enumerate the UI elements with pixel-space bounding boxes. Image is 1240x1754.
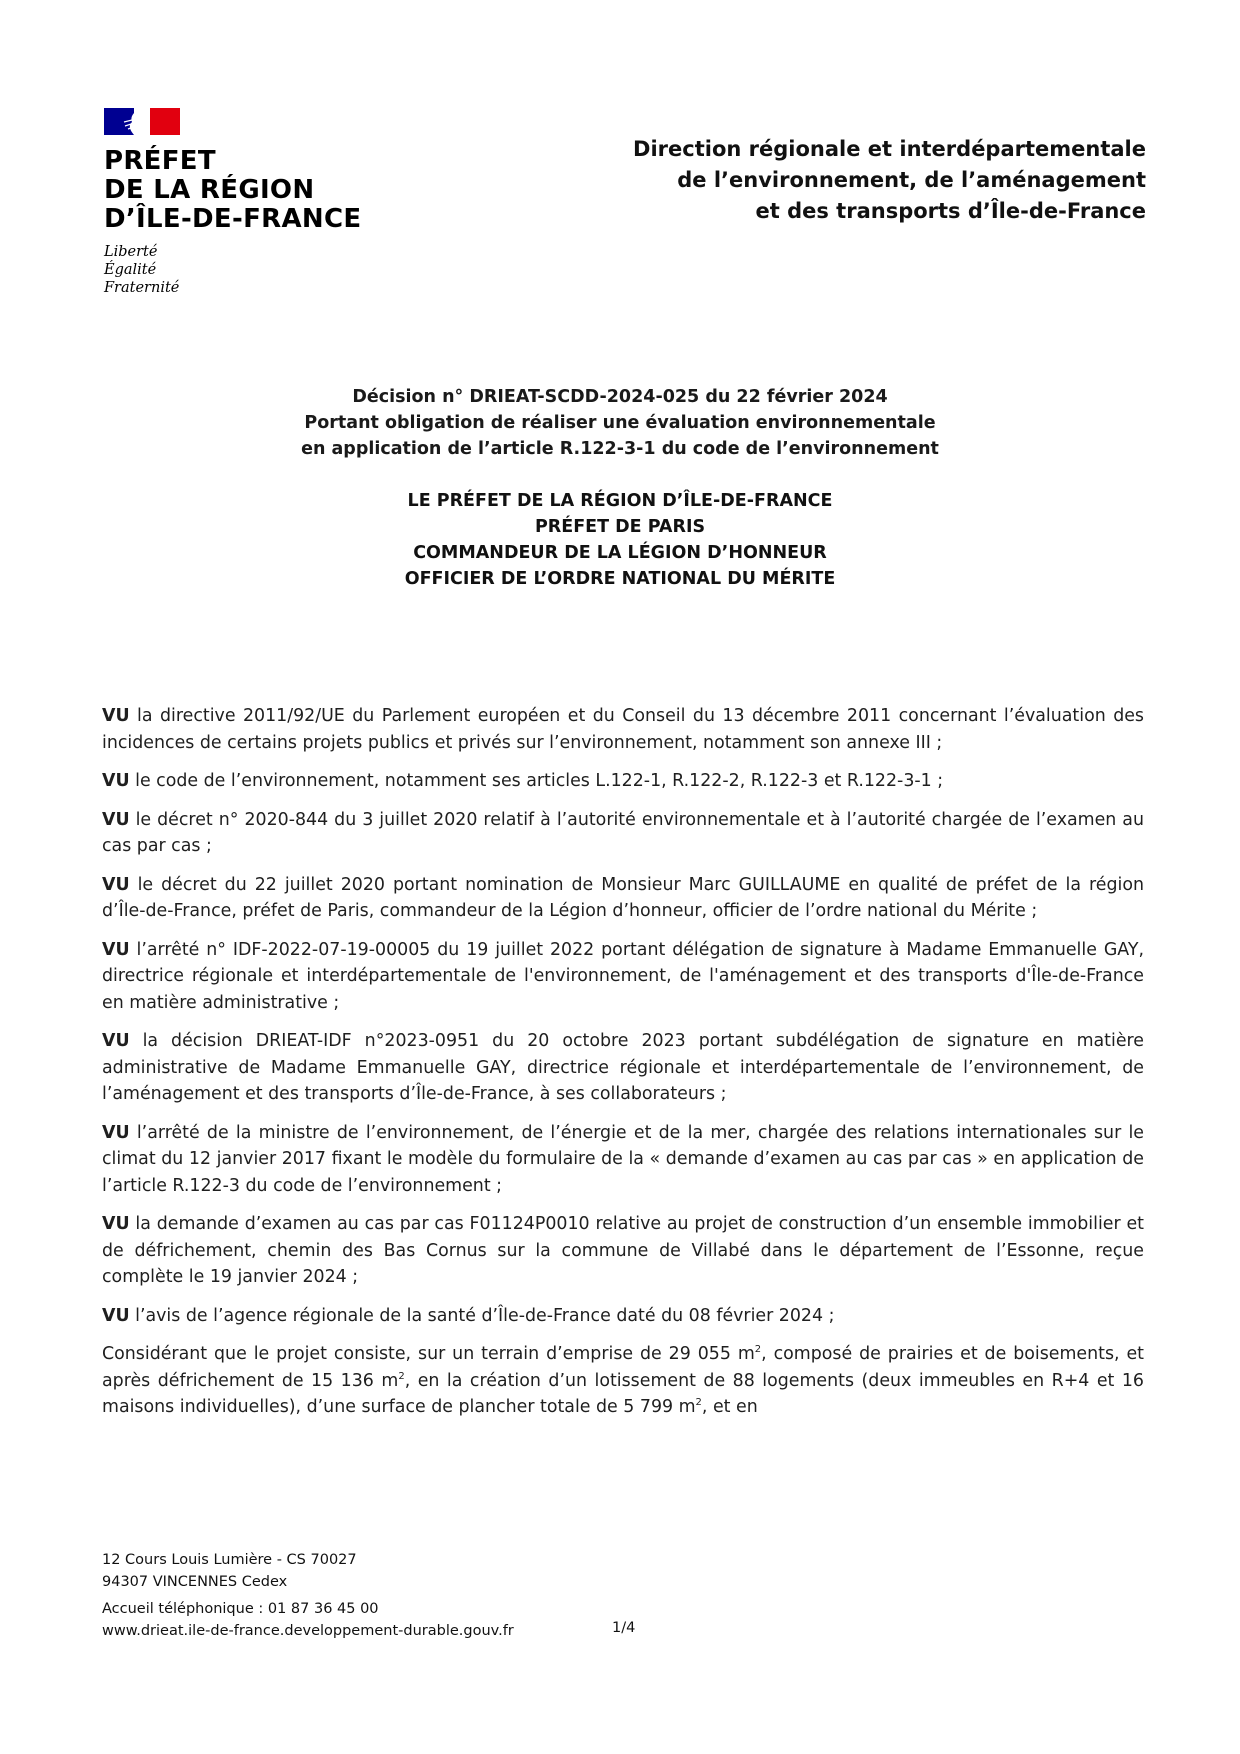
prefet-title-region: LE PRÉFET DE LA RÉGION D’ÎLE-DE-FRANCE [407, 491, 833, 511]
motto-liberte: Liberté [104, 244, 158, 260]
vu-label: VU [102, 1122, 130, 1143]
vu-paragraph [102, 1120, 1144, 1200]
footer-phone: Accueil téléphonique : 01 87 36 45 00 [102, 1601, 379, 1617]
vu-text: la décision DRIEAT-IDF n°2023-0951 du 20 octobre 2023 portant subdélégation de signature en matière administrative de Madame Emmanuelle GAY, directrice régionale et interdépartementale de l’environnement, de l’aménagement et des transports d’Île-de-France, à ses collaborateurs ; [102, 1031, 1144, 1104]
directorate-line: Direction régionale et interdépartementale [633, 137, 1146, 161]
vu-text: l’avis de l’agence régionale de la santé d’Île-de-France daté du 08 février 2024 ; [129, 1305, 835, 1326]
prefet-title-paris: PRÉFET DE PARIS [534, 517, 706, 537]
prefet-title [104, 147, 361, 234]
prefet-title-legion: COMMANDEUR DE LA LÉGION D’HONNEUR [413, 543, 827, 563]
vu-text: l’arrêté de la ministre de l’environnement, de l’énergie et de la mer, chargée des relations internationales sur le climat du 12 janvier 2017 fixant le modèle du formulaire de la « demande d’examen au cas par cas » en application de l’article R.122-3 du code de l’environnement ; [102, 1122, 1144, 1196]
marianne-flag-icon [104, 108, 180, 135]
vu-text: la directive 2011/92/UE du Parlement européen et du Conseil du 13 décembre 2011 concernant l’évaluation des incidences de certains projets publics et privés sur l’environnement, notamment son annexe III ; [102, 706, 1144, 753]
superscript: 2 [398, 1370, 405, 1382]
vu-paragraph [102, 1028, 1144, 1108]
vu-paragraph [102, 1303, 1144, 1330]
vu-text: le décret n° 2020-844 du 3 juillet 2020 relatif à l’autorité environnementale et à l’autorité chargée de l’examen au cas par cas ; [102, 809, 1144, 856]
prefet-logo [104, 108, 361, 297]
considerant-text: , en la création d’un lotissement de 88 logements (deux immeubles en R+4 et 16 maisons individuelles), d’une surface de plancher totale de 5 799 m [102, 1370, 1144, 1417]
vu-label: VU [102, 771, 130, 791]
superscript: 2 [754, 1344, 762, 1356]
footer-address-line1: 12 Cours Louis Lumière - CS 70027 [102, 1552, 357, 1568]
considerant-text: , et en [701, 1397, 758, 1417]
considerant-paragraph [102, 1341, 1144, 1421]
footer-website-link[interactable]: www.drieat.ile-de-france.developpement-durable.gouv.fr [102, 1623, 514, 1639]
considerant-text: Considérant que le projet consiste, sur un terrain d’emprise de 29 055 m [102, 1344, 755, 1364]
vu-paragraph [102, 703, 1144, 756]
vu-label: VU [102, 1214, 130, 1234]
prefet-title-merite: OFFICIER DE L’ORDRE NATIONAL DU MÉRITE [404, 569, 836, 589]
motto-egalite: Égalité [104, 262, 157, 278]
directorate-line: et des transports d’Île-de-France [755, 199, 1146, 223]
vu-paragraph [102, 872, 1144, 925]
vu-text: le code de l’environnement, notamment ses articles L.122-1, R.122-2, R.122-3 et R.122-3-1 ; [129, 771, 944, 791]
decision-body [102, 703, 1144, 1433]
vu-label: VU [102, 939, 130, 960]
vu-paragraph [102, 937, 1144, 1017]
vu-label: VU [102, 809, 130, 830]
prefet-title-line: PRÉFET [104, 146, 216, 176]
considerant-text: , composé de prairies et de boisements, et après défrichement de 15 136 m [102, 1344, 1145, 1391]
footer-contact [102, 1549, 514, 1642]
decision-title [0, 384, 1240, 462]
vu-label: VU [102, 874, 130, 895]
motto-fraternite: Fraternité [104, 280, 180, 296]
vu-label: VU [102, 1305, 130, 1326]
republic-motto [104, 243, 361, 297]
decision-number: Décision n° DRIEAT-SCDD-2024-025 du 22 février 2024 [352, 387, 888, 407]
footer-address-line2: 94307 VINCENNES Cedex [102, 1574, 288, 1590]
directorate-name [633, 134, 1146, 227]
vu-label: VU [102, 706, 130, 726]
vu-paragraph [102, 1211, 1144, 1291]
decision-legal-basis: en application de l’article R.122-3-1 du code de l’environnement [301, 439, 939, 459]
decision-subject: Portant obligation de réaliser une évaluation environnementale [304, 413, 936, 433]
directorate-line: de l’environnement, de l’aménagement [677, 168, 1146, 192]
page-number: 1/4 [612, 1620, 636, 1636]
prefet-title-line: D’ÎLE-DE-FRANCE [104, 204, 362, 234]
vu-text: l’arrêté n° IDF-2022-07-19-00005 du 19 juillet 2022 portant délégation de signature à Madame Emmanuelle GAY, directrice régionale et interdépartementale de l'environnement, de l'aménagement et des transports d'Île-de-France en matière administrative ; [102, 939, 1144, 1013]
vu-paragraph [102, 807, 1144, 860]
superscript: 2 [695, 1397, 702, 1409]
prefet-title-line: DE LA RÉGION [104, 175, 315, 205]
vu-text: le décret du 22 juillet 2020 portant nomination de Monsieur Marc GUILLAUME en qualité de préfet de la région d’Île-de-France, préfet de Paris, commandeur de la Légion d’honneur, officier de l’ordre national du Mérite ; [102, 874, 1144, 921]
vu-paragraph [102, 768, 1144, 795]
vu-label: VU [102, 1031, 130, 1051]
marianne-profile-icon [120, 108, 154, 135]
vu-text: la demande d’examen au cas par cas F01124P0010 relative au projet de construction d’un ensemble immobilier et de défrichement, chemin des Bas Cornus sur la commune de Villabé dans le département de l’Essonne, reçue complète le 19 janvier 2024 ; [102, 1214, 1144, 1287]
prefet-titles [0, 488, 1240, 592]
